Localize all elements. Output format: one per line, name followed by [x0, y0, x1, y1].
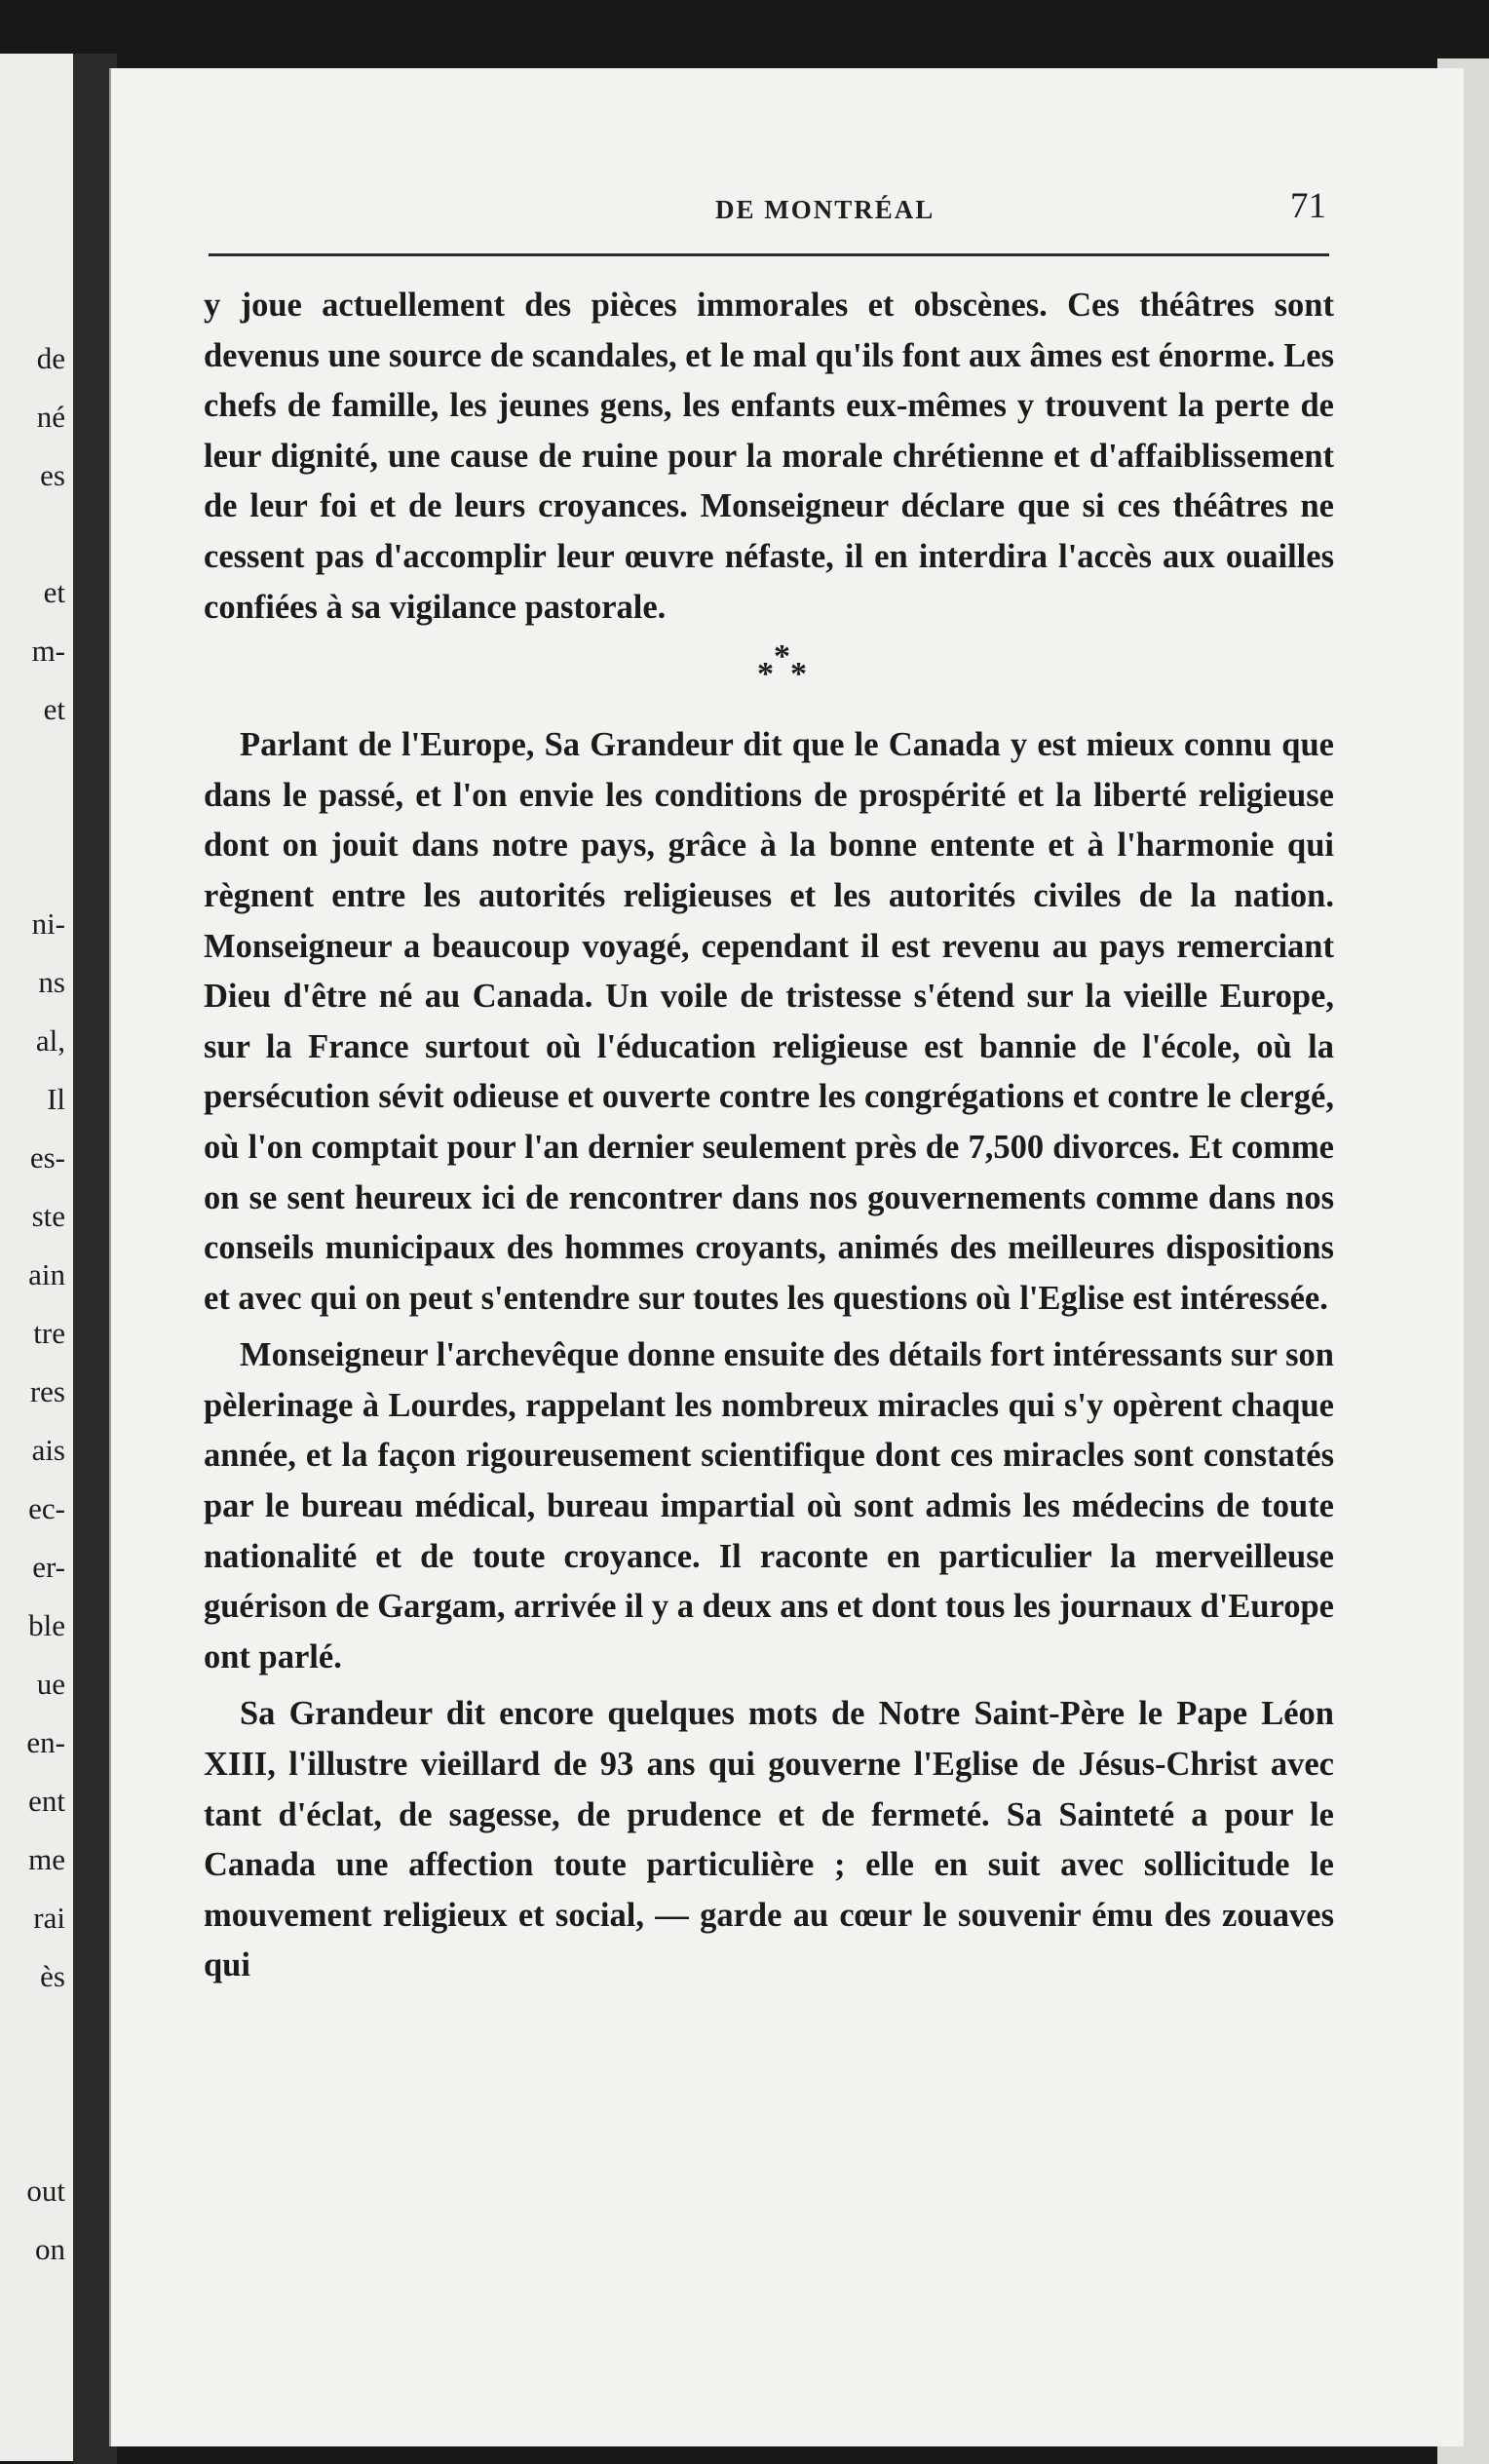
previous-page-edge: [0, 54, 73, 2461]
page-number: 71: [1290, 186, 1326, 226]
running-head: DE MONTRÉAL: [715, 195, 935, 224]
previous-page-text-fragment: et: [43, 692, 65, 726]
book-page: [109, 68, 1464, 2446]
body-text: [204, 281, 1334, 1991]
previous-page-text-fragment: ue: [36, 1667, 65, 1701]
previous-page-text-fragment: ès: [40, 1959, 65, 1993]
previous-page-text-fragment: ais: [31, 1433, 65, 1467]
previous-page-text-fragment: es-: [29, 1140, 65, 1174]
asterism-star: *: [774, 638, 790, 675]
previous-page-text-fragment: ent: [28, 1784, 65, 1818]
previous-page-text-fragment: ec-: [28, 1491, 65, 1525]
previous-page-text-fragment: m-: [31, 634, 65, 668]
previous-page-text-fragment: ble: [28, 1608, 65, 1642]
asterism-separator: [204, 633, 1334, 720]
asterism-star: *: [790, 656, 807, 693]
previous-page-text-fragment: tre: [33, 1316, 65, 1350]
previous-page-text-fragment: ns: [38, 965, 65, 999]
previous-page-text-fragment: en-: [26, 1725, 65, 1759]
previous-page-text-fragment: ste: [31, 1199, 65, 1233]
previous-page-text-fragment: et: [43, 575, 65, 609]
previous-page-text-fragment: er-: [32, 1550, 65, 1584]
previous-page-text-fragment: al,: [35, 1023, 65, 1058]
previous-page-text-fragment: on: [35, 2232, 65, 2266]
asterism-star: *: [757, 656, 774, 693]
header-rule: [209, 253, 1329, 256]
previous-page-text-fragment: de: [36, 341, 65, 375]
paragraph-continued: y joue actuellement des pièces immorales et obscènes. Ces théâtres sont devenus une source de scandales, et le mal qu'ils font aux âmes est énorme. Les chefs de famille, les jeunes gens, les enfants eux-mêmes y trouvent la perte de leur dignité, une cause de ruine pour la morale chrétienne et d'affaiblissement de leur foi et de leurs croyances. Monseigneur déclare que si ces théâtres ne cessent pas d'accomplir leur œuvre néfaste, il en interdira l'accès aux ouailles confiées à sa vigilance pastorale.: [204, 287, 1334, 626]
paragraph: Monseigneur l'archevêque donne ensuite des détails fort intéressants sur son pèlerinage à Lourdes, rappelant les nombreux miracles qui s'y opèrent chaque année, et la façon rigoureusement scientifique dont ces miracles sont constatés par le bureau médical, bureau impartial où sont admis les médecins de toute nationalité et de toute croyance. Il raconte en particulier la merveilleuse guérison de Gargam, arrivée il y a deux ans et dont tous les journaux d'Europe ont parlé.: [204, 1336, 1334, 1675]
paragraph: Sa Grandeur dit encore quelques mots de Notre Saint-Père le Pape Léon XIII, l'illustre vieillard de 93 ans qui gouverne l'Eglise de Jésus-Christ avec tant d'éclat, de sagesse, de prudence et de fermeté. Sa Sainteté a pour le Canada une affection toute particulière ; elle en suit avec sollicitude le mouvement religieux et social, — garde au cœur le souvenir ému des zouaves qui: [204, 1695, 1334, 1984]
previous-page-text-fragment: ain: [28, 1257, 65, 1291]
previous-page-text-fragment: out: [26, 2174, 65, 2208]
previous-page-text-fragment: rai: [33, 1901, 65, 1935]
previous-page-text-fragment: me: [28, 1842, 65, 1876]
previous-page-text-fragment: res: [29, 1374, 65, 1408]
previous-page-text-fragment: né: [36, 400, 65, 434]
paragraph: Parlant de l'Europe, Sa Grandeur dit que le Canada y est mieux connu que dans le passé, et l'on envie les conditions de prospérité et la liberté religieuse dont on jouit dans notre pays, grâce à la bonne entente et à l'harmonie qui règnent entre les autorités religieuses et les autorités civiles de la nation. Monseigneur a beaucoup voyagé, cependant il est revenu au pays remerciant Dieu d'être né au Canada. Un voile de tristesse s'étend sur la vieille Europe, sur la France surtout où l'éducation religieuse est bannie de l'école, où la persécution sévit odieuse et ouverte contre les congrégations et contre le clergé, où l'on comptait pour l'an dernier seulement près de 7,500 divorces. Et comme on se sent heureux ici de rencontrer dans nos gouvernements comme dans nos conseils municipaux des hommes croyants, animés des meilleures dispositions et avec qui on peut s'entendre sur toutes les questions où l'Eglise est intéressée.: [204, 726, 1334, 1317]
previous-page-text-fragment: es: [40, 458, 65, 492]
previous-page-text-fragment: ni-: [31, 906, 65, 941]
previous-page-text-fragment: Il: [47, 1082, 65, 1116]
